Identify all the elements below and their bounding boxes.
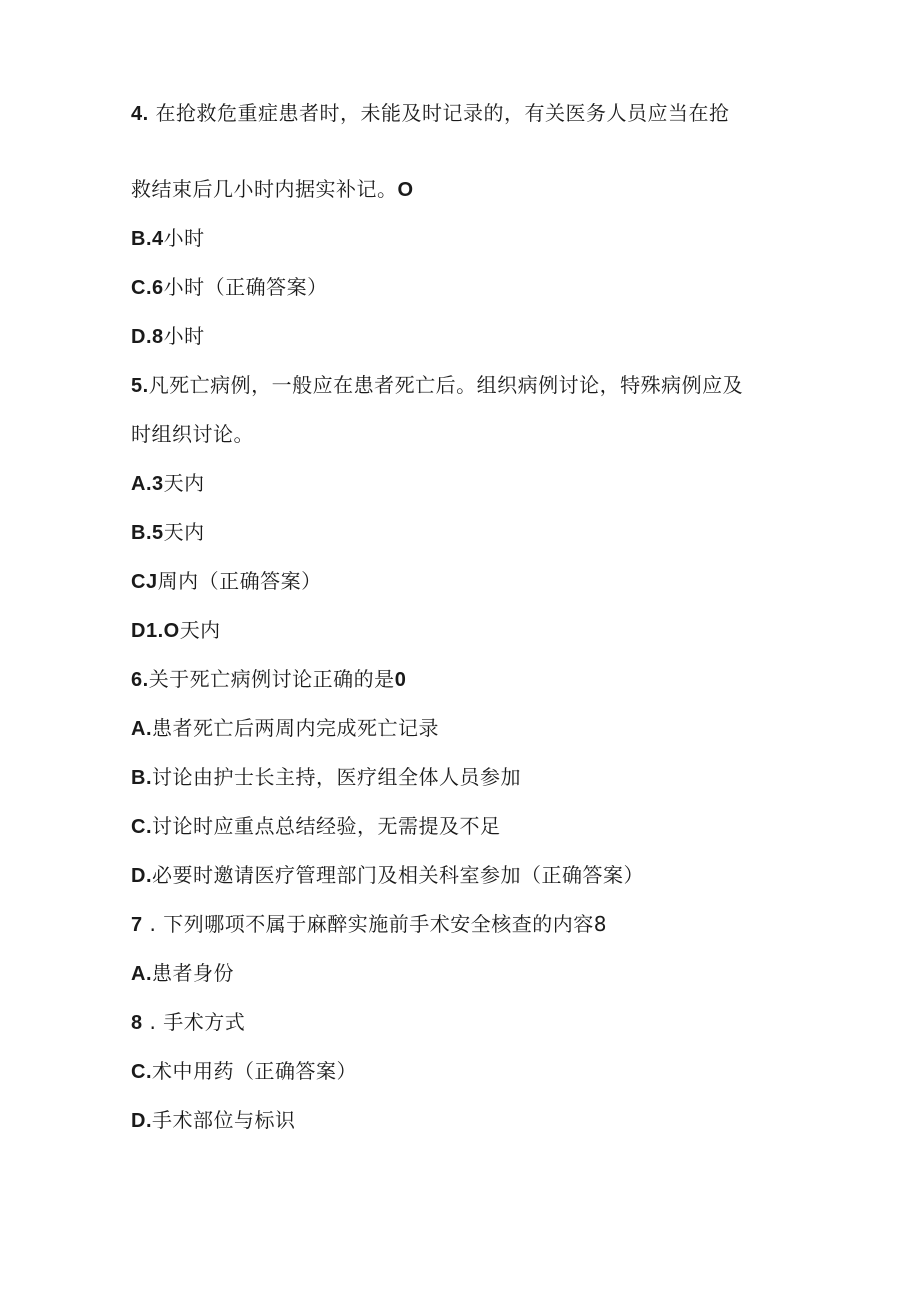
option-label: A. <box>131 963 152 985</box>
option-text: . 手术方式 <box>142 1010 246 1034</box>
question-5-line-1 <box>131 372 743 399</box>
option-c <box>131 813 501 840</box>
option-label: CJ <box>131 571 158 593</box>
blank-marker: O <box>397 179 414 201</box>
option-label: B.5 <box>131 522 164 544</box>
question-text: 凡死亡病例，一般应在患者死亡后。组织病例讨论，特殊病例应及 <box>148 373 744 397</box>
option-d <box>131 862 644 889</box>
option-label: D. <box>131 1110 152 1132</box>
option-c <box>131 274 328 301</box>
option-text: 讨论时应重点总结经验，无需提及不足 <box>152 814 501 838</box>
option-text: 天内 <box>163 520 205 544</box>
option-c <box>131 568 322 595</box>
option-label: D1.O <box>131 620 180 642</box>
option-label: D.8 <box>131 326 164 348</box>
blank-marker: 0 <box>394 669 407 691</box>
option-label: A.3 <box>131 473 164 495</box>
question-4-line-1 <box>131 100 730 127</box>
option-label: C. <box>131 816 152 838</box>
option-text: 术中用药（正确答案） <box>152 1059 357 1083</box>
option-label: B.4 <box>131 228 164 250</box>
option-d <box>131 1107 296 1134</box>
option-label: D. <box>131 865 152 887</box>
option-text: 小时 <box>163 226 205 250</box>
option-d <box>131 323 205 350</box>
option-a <box>131 960 234 987</box>
question-number: 7 <box>131 914 143 936</box>
option-b <box>131 225 205 252</box>
option-c <box>131 1058 357 1085</box>
question-number: 5. <box>131 375 149 397</box>
option-label: 8 <box>131 1012 143 1034</box>
question-6 <box>131 666 406 693</box>
question-7 <box>131 911 607 938</box>
question-number: 6. <box>131 669 149 691</box>
option-text: 患者死亡后两周内完成死亡记录 <box>152 716 439 740</box>
option-b <box>131 764 521 791</box>
option-label: A. <box>131 718 152 740</box>
option-label: C.6 <box>131 277 164 299</box>
question-text: 关于死亡病例讨论正确的是 <box>148 667 395 691</box>
question-text: 在抢救危重症患者时，未能及时记录的，有关医务人员应当在抢 <box>148 101 730 125</box>
option-text: 患者身份 <box>152 961 234 985</box>
question-number: 4. <box>131 103 149 125</box>
option-text: 天内 <box>179 618 221 642</box>
option-b <box>131 519 205 546</box>
option-text: 小时 <box>163 324 205 348</box>
option-a <box>131 715 439 742</box>
option-text: 小时（正确答案） <box>163 275 328 299</box>
option-label: B. <box>131 767 152 789</box>
option-text: 天内 <box>163 471 205 495</box>
option-a <box>131 470 205 497</box>
option-text: 周内（正确答案） <box>157 569 322 593</box>
option-text: 手术部位与标识 <box>152 1108 296 1132</box>
option-label: C. <box>131 1061 152 1083</box>
question-text: 救结束后几小时内据实补记。 <box>131 177 398 201</box>
question-text: . 下列哪项不属于麻醉实施前手术安全核查的内容8 <box>142 912 607 936</box>
question-5-line-2 <box>131 421 254 447</box>
option-d <box>131 617 221 644</box>
option-b-misnumbered <box>131 1009 245 1036</box>
question-text: 时组织讨论。 <box>131 422 254 446</box>
option-text: 必要时邀请医疗管理部门及相关科室参加（正确答案） <box>152 863 644 887</box>
question-4-line-2 <box>131 176 414 203</box>
option-text: 讨论由护士长主持，医疗组全体人员参加 <box>152 765 521 789</box>
